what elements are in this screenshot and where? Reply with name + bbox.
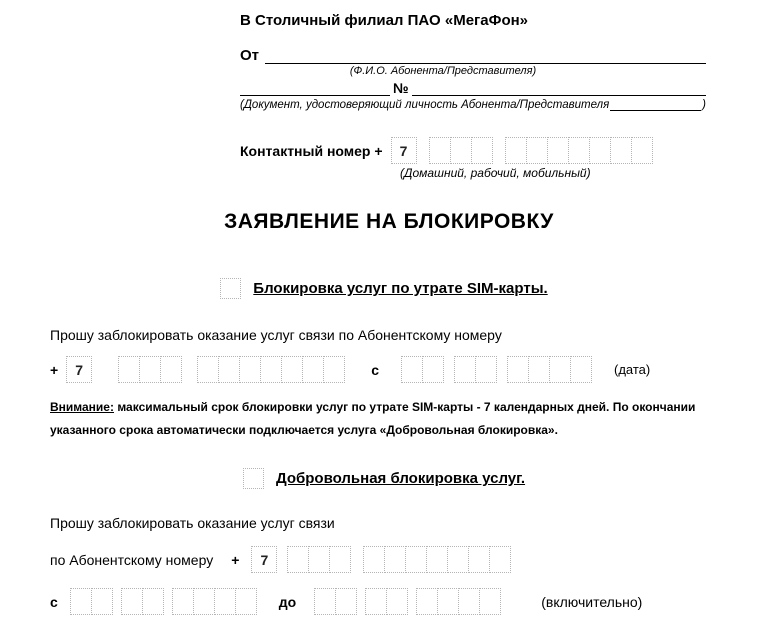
- digit-cell[interactable]: [118, 356, 140, 383]
- sim-country-code-box[interactable]: 7: [66, 356, 92, 383]
- digit-cell[interactable]: [547, 137, 569, 164]
- voluntary-period-row: [50, 588, 642, 615]
- digit-cell[interactable]: [365, 588, 387, 615]
- digit-cell[interactable]: [302, 356, 324, 383]
- voluntary-area-code-cells: [287, 546, 351, 573]
- sim-number-cells: [197, 356, 345, 383]
- inclusive-caption: (включительно): [541, 593, 643, 610]
- date-caption: (дата): [613, 362, 651, 377]
- period-from-label: с: [50, 593, 58, 610]
- warning-body: максимальный срок блокировки услуг по утрате SIM-карты - 7 календарных дней. По окончании указанного срока автоматически подключается услуга «Добровольная блокировка».: [50, 400, 696, 438]
- voluntary-blocking-label: Добровольная блокировка услуг.: [275, 470, 526, 487]
- contact-caption: (Домашний, рабочий, мобильный): [400, 166, 591, 180]
- sim-blocking-label: Блокировка услуг по утрате SIM-карты.: [253, 280, 548, 297]
- subscriber-number-label: по Абонентскому номеру: [50, 551, 214, 568]
- digit-cell[interactable]: [323, 356, 345, 383]
- digit-cell[interactable]: [422, 356, 444, 383]
- digit-cell[interactable]: [589, 137, 611, 164]
- from-label: От: [240, 47, 260, 64]
- period-from-year-cells: [172, 588, 257, 615]
- digit-cell[interactable]: [458, 588, 480, 615]
- digit-cell[interactable]: [287, 546, 309, 573]
- digit-cell[interactable]: [437, 588, 459, 615]
- period-to-day-cells: [314, 588, 357, 615]
- digit-cell[interactable]: [239, 356, 261, 383]
- warning-label: Внимание:: [50, 400, 114, 414]
- digit-cell[interactable]: [447, 546, 469, 573]
- digit-cell[interactable]: [528, 356, 550, 383]
- digit-cell[interactable]: [631, 137, 653, 164]
- form-title: ЗАЯВЛЕНИЕ НА БЛОКИРОВКУ: [224, 210, 554, 233]
- doc-caption-input-line[interactable]: [610, 98, 701, 111]
- digit-cell[interactable]: [526, 137, 548, 164]
- period-to-month-cells: [365, 588, 408, 615]
- digit-cell[interactable]: [235, 588, 257, 615]
- sim-date-month-cells: [454, 356, 497, 383]
- digit-cell[interactable]: [142, 588, 164, 615]
- period-from-month-cells: [121, 588, 164, 615]
- digit-cell[interactable]: [214, 588, 236, 615]
- sim-area-code-cells: [118, 356, 182, 383]
- digit-cell[interactable]: [197, 356, 219, 383]
- digit-cell[interactable]: [468, 546, 490, 573]
- sim-from-date-label: с: [371, 361, 379, 378]
- recipient-line: В Столичный филиал ПАО «МегаФон»: [240, 12, 529, 29]
- sim-blocking-option-row: [0, 278, 768, 299]
- digit-cell[interactable]: [160, 356, 182, 383]
- voluntary-number-cells: [363, 546, 511, 573]
- digit-cell[interactable]: [260, 356, 282, 383]
- digit-cell[interactable]: [570, 356, 592, 383]
- digit-cell[interactable]: [91, 588, 113, 615]
- digit-cell[interactable]: [172, 588, 194, 615]
- digit-cell[interactable]: [429, 137, 451, 164]
- digit-cell[interactable]: [568, 137, 590, 164]
- period-to-label: до: [278, 593, 297, 610]
- digit-cell[interactable]: [314, 588, 336, 615]
- number-sign: №: [393, 80, 409, 96]
- plus-sign: +: [231, 551, 240, 568]
- doc-caption-close: ): [702, 99, 706, 111]
- voluntary-country-code-box[interactable]: 7: [251, 546, 277, 573]
- digit-cell[interactable]: [405, 546, 427, 573]
- sim-date-day-cells: [401, 356, 444, 383]
- digit-cell[interactable]: [70, 588, 92, 615]
- digit-cell[interactable]: [308, 546, 330, 573]
- from-row: [240, 47, 706, 64]
- period-to-year-cells: [416, 588, 501, 615]
- sim-date-year-cells: [507, 356, 592, 383]
- doc-caption: (Документ, удостоверяющий личность Абонента/Представителя: [240, 99, 610, 111]
- sim-phone-row: [50, 356, 650, 383]
- sim-blocking-checkbox[interactable]: [220, 278, 241, 299]
- contact-area-code-cells: [429, 137, 493, 164]
- digit-cell[interactable]: [416, 588, 438, 615]
- doc-series-input-line[interactable]: [240, 79, 390, 96]
- digit-cell[interactable]: [489, 546, 511, 573]
- digit-cell[interactable]: [549, 356, 571, 383]
- contact-number-row: [240, 137, 706, 164]
- digit-cell[interactable]: [454, 356, 476, 383]
- voluntary-blocking-option-row: [0, 468, 768, 489]
- fio-input-line[interactable]: [265, 47, 706, 64]
- header-block: [240, 12, 706, 180]
- fio-caption: (Ф.И.О. Абонента/Представителя): [349, 65, 537, 77]
- digit-cell[interactable]: [386, 588, 408, 615]
- digit-cell[interactable]: [384, 546, 406, 573]
- digit-cell[interactable]: [329, 546, 351, 573]
- period-from-day-cells: [70, 588, 113, 615]
- voluntary-blocking-checkbox[interactable]: [243, 468, 264, 489]
- contact-country-code-box[interactable]: 7: [391, 137, 417, 164]
- digit-cell[interactable]: [281, 356, 303, 383]
- digit-cell[interactable]: [193, 588, 215, 615]
- document-row: [240, 79, 706, 96]
- warning-text: [50, 396, 722, 443]
- digit-cell[interactable]: [505, 137, 527, 164]
- voluntary-number-row: [50, 546, 511, 573]
- contact-number-cells: [505, 137, 653, 164]
- digit-cell[interactable]: [450, 137, 472, 164]
- digit-cell[interactable]: [335, 588, 357, 615]
- plus-sign: +: [50, 361, 59, 378]
- digit-cell[interactable]: [218, 356, 240, 383]
- contact-number-label: Контактный номер +: [240, 142, 383, 159]
- doc-caption-row: [240, 98, 706, 111]
- digit-cell[interactable]: [363, 546, 385, 573]
- digit-cell[interactable]: [475, 356, 497, 383]
- digit-cell[interactable]: [121, 588, 143, 615]
- digit-cell[interactable]: [139, 356, 161, 383]
- digit-cell[interactable]: [401, 356, 423, 383]
- digit-cell[interactable]: [507, 356, 529, 383]
- doc-number-input-line[interactable]: [412, 79, 706, 96]
- sim-request-text: Прошу заблокировать оказание услуг связи по Абонентскому номеру: [50, 327, 502, 343]
- digit-cell[interactable]: [471, 137, 493, 164]
- digit-cell[interactable]: [610, 137, 632, 164]
- digit-cell[interactable]: [479, 588, 501, 615]
- voluntary-request-text: Прошу заблокировать оказание услуг связи: [50, 515, 335, 531]
- digit-cell[interactable]: [426, 546, 448, 573]
